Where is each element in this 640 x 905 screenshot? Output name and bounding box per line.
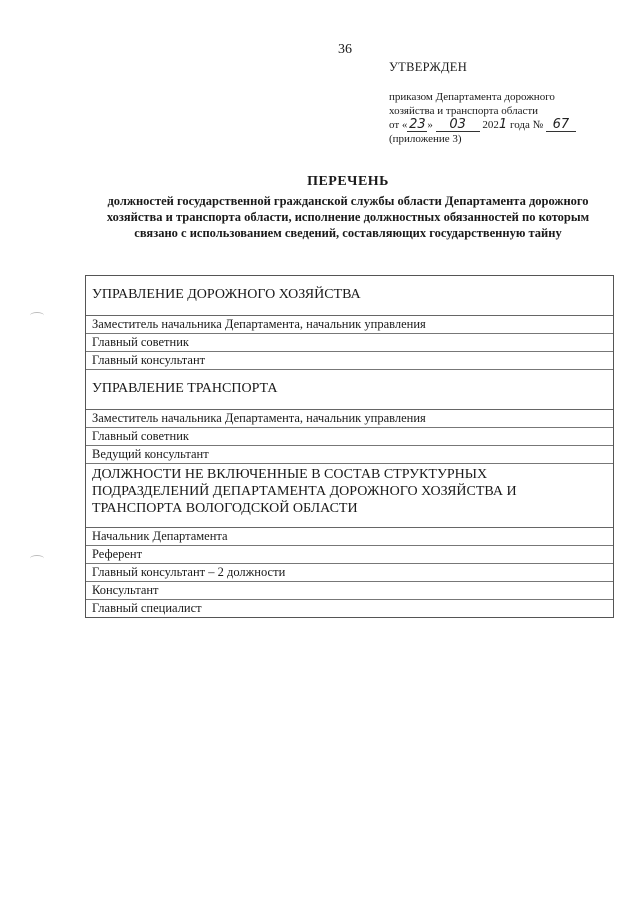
section-heading: УПРАВЛЕНИЕ ДОРОЖНОГО ХОЗЯЙСТВА: [86, 276, 613, 316]
date-month: 03: [436, 119, 480, 132]
approval-appendix: (приложение 3): [389, 133, 462, 145]
document-heading: ПЕРЕЧЕНЬ: [307, 174, 389, 189]
approval-block: [389, 60, 629, 146]
date-from-label: от: [389, 119, 400, 131]
page-number: 36: [338, 42, 352, 57]
positions-table: [85, 275, 614, 618]
position-row: Начальник Департамента: [86, 528, 613, 546]
position-row: Консультант: [86, 582, 613, 600]
scan-mark: [30, 312, 44, 319]
date-year-prefix: 202: [482, 119, 499, 131]
position-row: Главный советник: [86, 334, 613, 352]
approval-stamp-title: УТВЕРЖДЕН: [389, 60, 468, 74]
date-day: 23: [409, 117, 426, 132]
position-row: Ведущий консультант: [86, 446, 613, 464]
position-row: Главный специалист: [92, 601, 202, 615]
document-subtitle: должностей государственной гражданской службы области Департамента дорожного хозяйства и транспорта области, исполнение должностных обязанностей по которым связано с использованием сведений, составляющих государственную тайну: [106, 194, 590, 240]
section-heading: УПРАВЛЕНИЕ ТРАНСПОРТА: [86, 370, 613, 410]
approval-order-line-1: приказом Департамента дорожного: [389, 91, 555, 103]
section-heading: ДОЛЖНОСТИ НЕ ВКЛЮЧЕННЫЕ В СОСТАВ СТРУКТУРНЫХ ПОДРАЗДЕЛЕНИЙ ДЕПАРТАМЕНТА ДОРОЖНОГО ХОЗЯЙСТВА И ТРАНСПОРТА ВОЛОГОДСКОЙ ОБЛАСТИ: [86, 464, 613, 528]
order-number: 67: [546, 119, 576, 132]
position-row: Главный консультант – 2 должности: [86, 564, 613, 582]
date-year-handwritten: 1: [498, 117, 508, 132]
scan-mark: [30, 555, 44, 562]
approval-order-line-2: хозяйства и транспорта области: [389, 105, 539, 117]
position-row: Главный консультант: [86, 352, 613, 370]
position-row: Заместитель начальника Департамента, начальник управления: [86, 316, 613, 334]
position-row: Заместитель начальника Департамента, начальник управления: [86, 410, 613, 428]
approval-date-line: от « 23 » 03 2021 года № 67: [389, 118, 629, 132]
document-title: [85, 174, 611, 241]
date-year-suffix: года №: [509, 119, 544, 131]
position-row: Референт: [86, 546, 613, 564]
position-row: Главный советник: [86, 428, 613, 446]
